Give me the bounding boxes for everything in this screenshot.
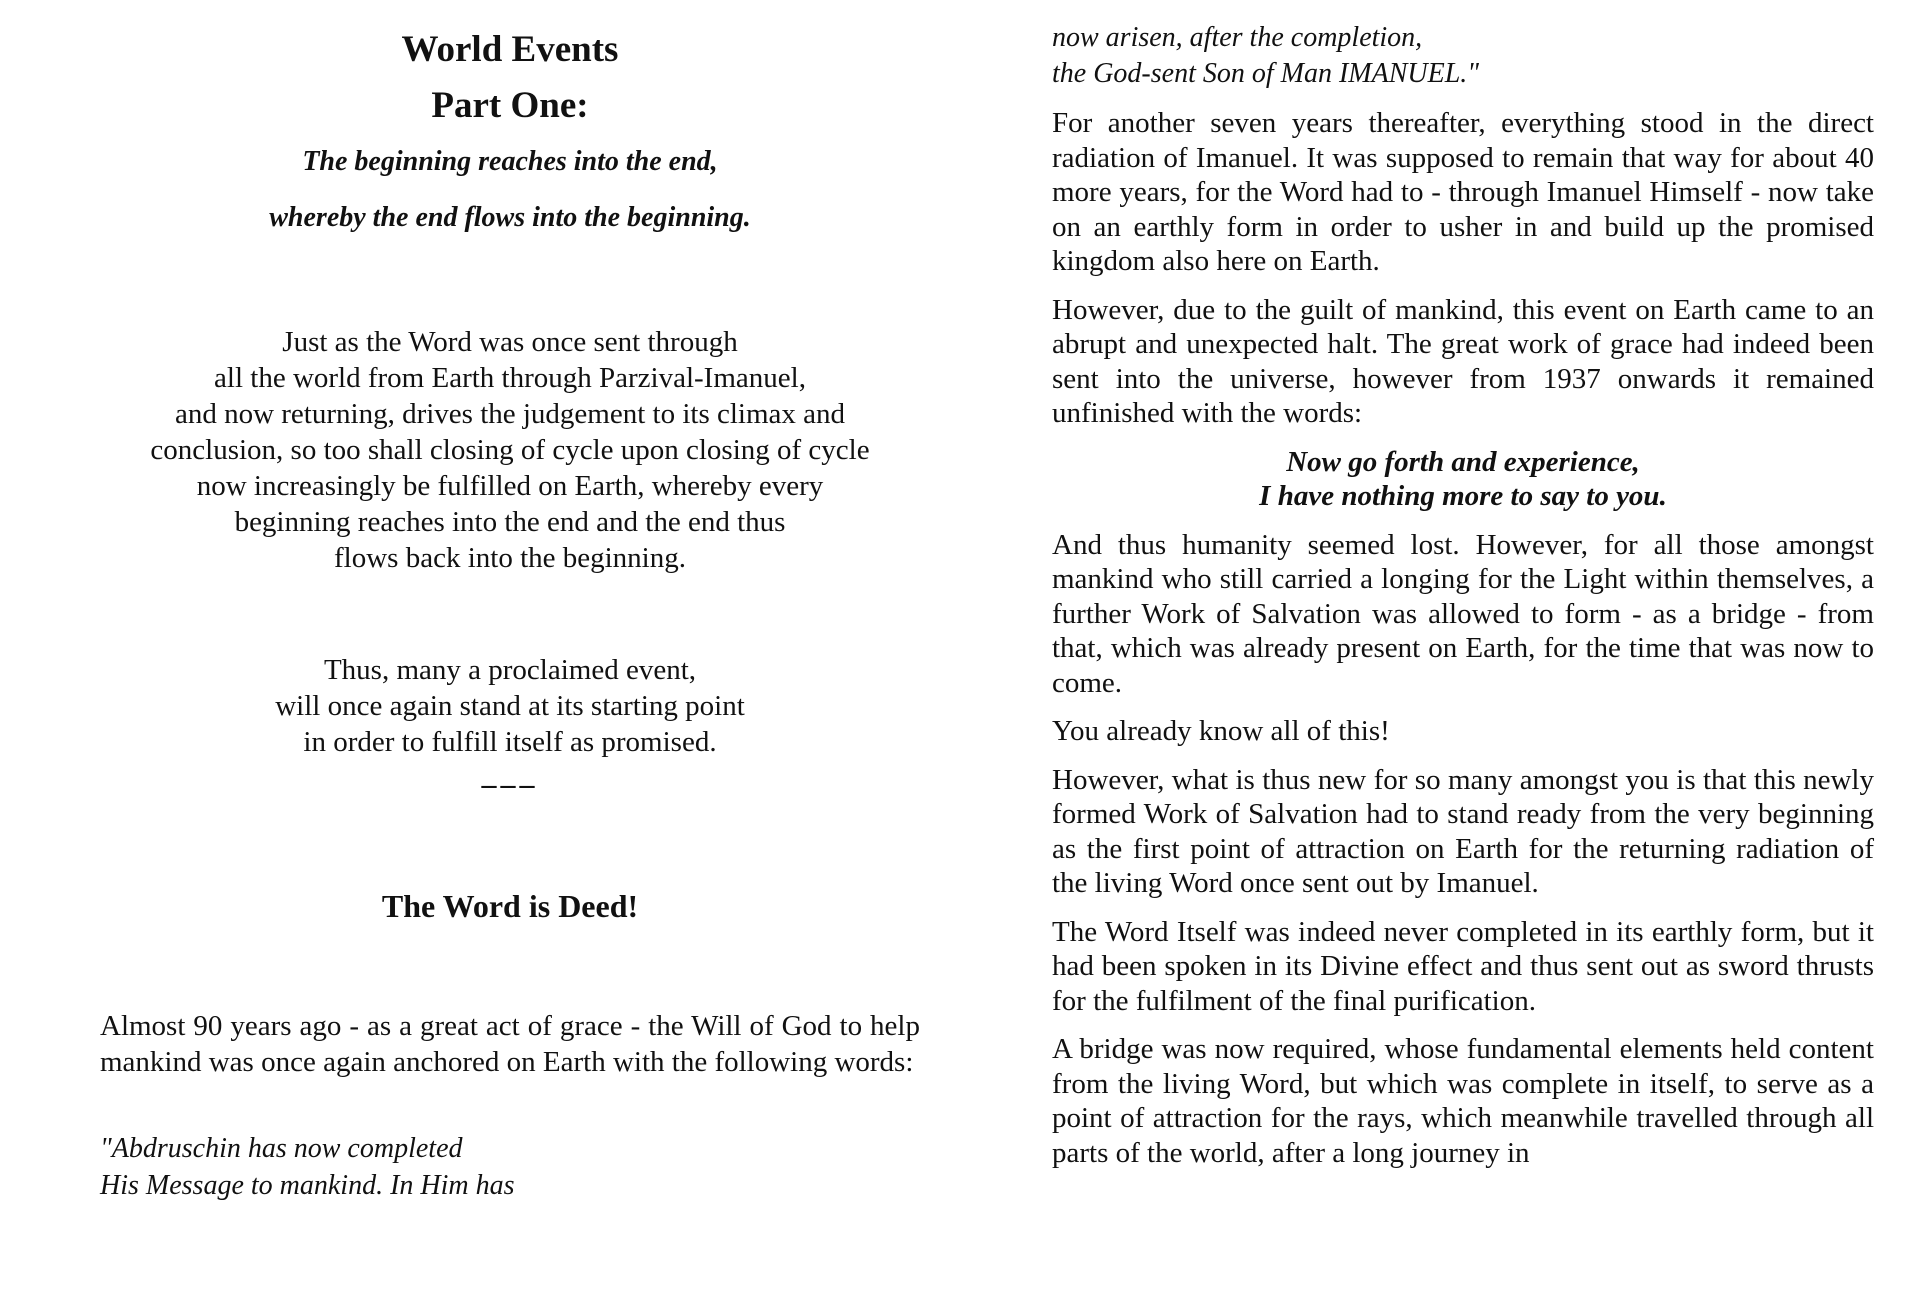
subtitle-line-1: The beginning reaches into the end, bbox=[302, 146, 718, 177]
body-paragraph: You already know all of this! bbox=[1052, 715, 1390, 747]
body-paragraph: Almost 90 years ago - as a great act of grace - the Will of God to help mankind was once again anchored on Earth with the following words: bbox=[100, 1010, 920, 1078]
body-paragraph: And thus humanity seemed lost. However, for all those amongst mankind who still carried a longing for the Light within themselves, a further Work of Salvation was allowed to form - as a bridge - from that, which was already present on Earth, for the time that was now to come. bbox=[1052, 528, 1874, 699]
body-paragraph: The Word Itself was indeed never completed in its earthly form, but it had been spoken in its Divine effect and thus sent out as sword thrusts for the fulfilment of the final purification. bbox=[1052, 915, 1874, 1017]
right-page bbox=[960, 0, 1920, 1289]
quote-continuation: now arisen, after the completion, the God-sent Son of Man IMANUEL." bbox=[1052, 22, 1480, 89]
right-text-column bbox=[1052, 20, 1874, 1184]
section-separator: ––– bbox=[481, 768, 539, 801]
intro-paragraph: Just as the Word was once sent through all the world from Earth through Parzival-Imanuel, and now returning, drives the judgement to its climax and conclusion, so too shall closing of cycle upon closing of cycle now increasingly be fulfilled on Earth, whereby every beginning reaches into the end and the end thus flows back into the beginning. bbox=[150, 326, 870, 574]
subtitle-line-2: whereby the end flows into the beginning. bbox=[269, 202, 751, 233]
body-paragraph: However, due to the guilt of mankind, this event on Earth came to an abrupt and unexpected halt. The great work of grace had indeed been sent into the universe, however from 1937 onwards it remained unfinished with the words: bbox=[1052, 293, 1874, 429]
quote-start: "Abdruschin has now completed His Message to mankind. In Him has bbox=[100, 1133, 515, 1201]
title-block bbox=[100, 22, 920, 246]
body-paragraph: However, what is thus new for so many amongst you is that this newly formed Work of Salvation had to stand ready from the very beginning as the first point of attraction on Earth for the returning radiation of the living Word once sent out by Imanuel. bbox=[1052, 763, 1874, 899]
section-heading: The Word is Deed! bbox=[381, 888, 639, 924]
proclaimed-event-paragraph: Thus, many a proclaimed event, will once again stand at its starting point in order to fulfill itself as promised. bbox=[275, 654, 745, 758]
part-heading: Part One: bbox=[431, 85, 589, 126]
body-paragraph: For another seven years thereafter, everything stood in the direct radiation of Imanuel. It was supposed to remain that way for about 40 more years, for the Word had to - through Imanuel Himself - now take on an earthly form in order to usher in and build up the promised kingdom also here on Earth. bbox=[1052, 107, 1874, 277]
body-paragraph: A bridge was now required, whose fundamental elements held content from the living Word, but which was complete in itself, to serve as a point of attraction for the rays, which meanwhile travelled through all parts of the world, after a long journey in bbox=[1052, 1033, 1874, 1169]
centered-quote: Now go forth and experience, I have nothing more to say to you. bbox=[1259, 445, 1667, 512]
page-title: World Events bbox=[401, 29, 619, 70]
